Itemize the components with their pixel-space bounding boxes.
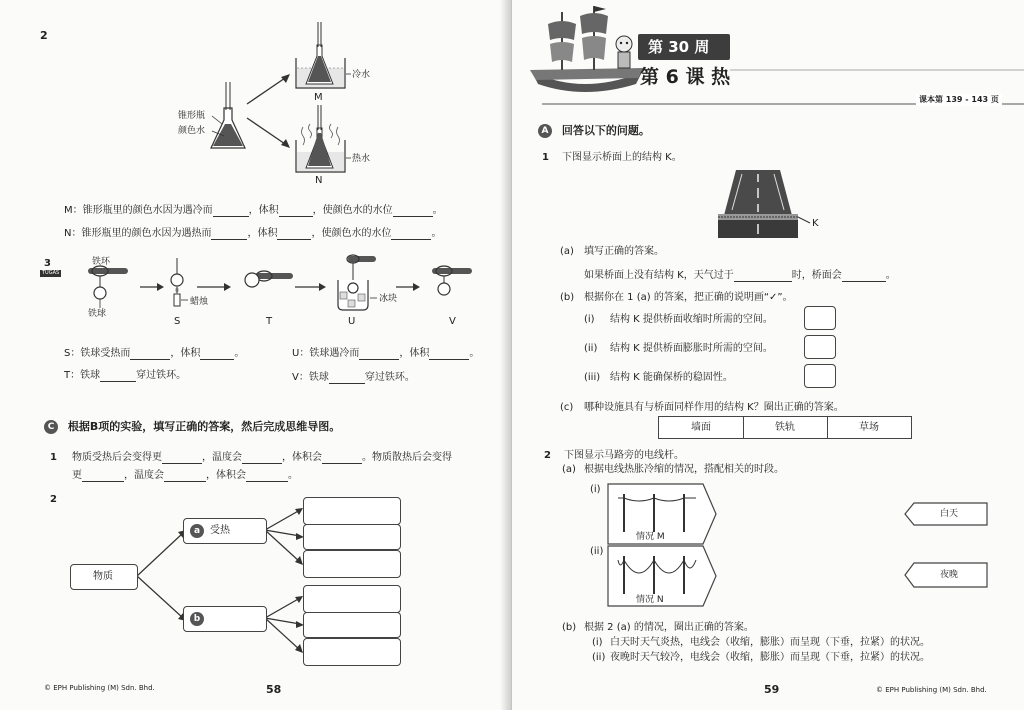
- answer-blank[interactable]: [130, 349, 170, 360]
- right-page: [512, 0, 1024, 710]
- daytime-label: 白天: [940, 509, 959, 519]
- flask-label: 锥形瓶: [178, 111, 206, 121]
- answer-blank[interactable]: [842, 271, 886, 282]
- section-a-marker: A: [538, 124, 552, 138]
- ring-ball-diagram: [0, 250, 506, 330]
- q1c-option-2[interactable]: 铁轨: [743, 417, 828, 438]
- beaker-m-label: M: [314, 92, 323, 103]
- q1b-option-2-text: 结构 K 提供桥面膨胀时所需的空间。: [610, 343, 773, 354]
- q1a-label: (a): [560, 246, 574, 257]
- q1b-option-3-checkbox[interactable]: [804, 364, 836, 388]
- c-question-1-line-2: 更 ，温度会 ，体积会 。: [72, 470, 298, 481]
- cold-water-label: 冷水: [352, 70, 371, 80]
- answer-blank[interactable]: [246, 471, 288, 482]
- q2b-label: (b): [562, 622, 577, 633]
- hot-water-label: 热水: [352, 154, 371, 164]
- q1a-text: 填写正确的答案。: [584, 246, 664, 257]
- answer-blank[interactable]: [82, 471, 124, 482]
- mind-map-answer-box[interactable]: [303, 497, 401, 525]
- q1c-label: (c): [560, 402, 574, 413]
- question-3-number: 3: [44, 258, 51, 269]
- bridge-road-illustration: [718, 170, 808, 240]
- tugas-tag: TUGAS: [42, 270, 60, 276]
- t-answer: T：铁球 穿过铁环。: [64, 370, 187, 381]
- question-2-text: 下图显示马路旁的电线杆。: [564, 450, 684, 461]
- situation-m-number: (i): [590, 484, 601, 495]
- section-a-heading: A 回答以下的问题。: [538, 124, 650, 138]
- answer-blank[interactable]: [211, 229, 247, 240]
- answer-blank[interactable]: [734, 271, 792, 282]
- q1b-option-3-number: (iii): [584, 372, 601, 383]
- right-page-number: 59: [764, 683, 780, 696]
- iron-ring-label: 铁环: [92, 257, 111, 267]
- q1b-label: (b): [560, 292, 575, 303]
- branch-b-marker: b: [190, 612, 204, 626]
- nighttime-label: 夜晚: [940, 570, 959, 580]
- q1c-option-3[interactable]: 草场: [859, 422, 879, 433]
- corner-number: 2: [40, 29, 48, 42]
- week-title: 第 30 周: [648, 38, 710, 56]
- left-footer: © EPH Publishing (M) Sdn. Bhd.: [44, 684, 155, 692]
- answer-blank[interactable]: [329, 373, 365, 384]
- u-answer: U：铁球遇冷而 ，体积 。: [292, 348, 480, 359]
- c-question-1-line-1: 物质受热后会变得更 ，温度会 ，体积会 。物质散热后会变得: [72, 452, 452, 463]
- s-answer: S：铁球受热而 ，体积 。: [64, 348, 245, 359]
- mind-map-answer-box[interactable]: [303, 524, 401, 550]
- question-1-text: 下图显示桥面上的结构 K。: [562, 152, 682, 163]
- answer-blank[interactable]: [162, 453, 202, 464]
- step-v-label: V: [449, 316, 456, 327]
- q1b-option-2-number: (ii): [584, 343, 598, 354]
- answer-blank[interactable]: [279, 206, 313, 217]
- mind-map-answer-box[interactable]: [303, 550, 401, 578]
- answer-blank[interactable]: [242, 453, 282, 464]
- answer-blank[interactable]: [359, 349, 399, 360]
- title-banner-decoration: [512, 0, 1024, 100]
- q2b-line-2-text[interactable]: 夜晚时天气较冷，电线会（收缩，膨胀）而呈现（下垂，拉紧）的状况。: [610, 652, 930, 663]
- flask-experiment-diagram: [0, 0, 506, 200]
- mind-map-branch-b[interactable]: [183, 606, 267, 632]
- step-t-label: T: [266, 316, 273, 327]
- q1b-text: 根据你在 1 (a) 的答案，把正确的说明画“✓”。: [584, 292, 793, 303]
- q1a-sentence: 如果桥面上没有结构 K，天气过于 时，桥面会 。: [584, 270, 896, 281]
- mind-map-answer-box[interactable]: [303, 585, 401, 613]
- right-footer: © EPH Publishing (M) Sdn. Bhd.: [876, 686, 987, 694]
- answer-blank[interactable]: [393, 206, 433, 217]
- q1c-text: 哪种设施具有与桥面同样作用的结构 K？圈出正确的答案。: [584, 402, 844, 413]
- textbook-reference: 课本第 139 - 143 页: [916, 94, 1002, 106]
- step-s-label: S: [174, 316, 181, 327]
- lesson-title: 第 6 课 热: [640, 66, 731, 88]
- mind-map-answer-box[interactable]: [303, 638, 401, 666]
- beaker-n-label: N: [315, 175, 323, 186]
- q2b-line-1-number: (i): [592, 637, 603, 648]
- q1c-options-table: [658, 416, 912, 439]
- q2b-line-2-number: (ii): [592, 652, 606, 663]
- left-page-number: 58: [266, 683, 282, 696]
- section-c-marker: C: [44, 420, 58, 434]
- iron-ball-label: 铁球: [88, 309, 107, 319]
- mind-map-root: 物质: [70, 564, 138, 590]
- q2a-text: 根据电线热胀冷缩的情况，搭配相关的时段。: [584, 464, 784, 475]
- c-question-1-number: 1: [50, 452, 57, 463]
- question-2-number: 2: [544, 450, 551, 461]
- mind-map-answer-box[interactable]: [303, 612, 401, 638]
- answer-blank[interactable]: [100, 371, 136, 382]
- q2a-label: (a): [562, 464, 576, 475]
- q2b-text: 根据 2 (a) 的情况，圈出正确的答案。: [584, 622, 754, 633]
- mind-map-branch-a[interactable]: a 受热: [183, 518, 267, 544]
- colored-water-label: 颜色水: [178, 126, 206, 136]
- candle-label: 蜡烛: [190, 297, 209, 307]
- section-c-heading: C 根据B项的实验，填写正确的答案，然后完成思维导图。: [44, 420, 340, 434]
- question-1-number: 1: [542, 152, 549, 163]
- situation-n-label: 情况 N: [636, 595, 664, 605]
- q2b-line-1-text[interactable]: 白天时天气炎热，电线会（收缩，膨胀）而呈现（下垂，拉紧）的状况。: [610, 637, 930, 648]
- m-statement: M：锥形瓶里的颜色水因为遇冷而 ，体积 ，使颜色水的水位 。: [64, 205, 443, 216]
- q1b-option-1-number: (i): [584, 314, 595, 325]
- left-page: [0, 0, 506, 710]
- v-answer: V：铁球 穿过铁环。: [292, 372, 415, 383]
- situation-n-number: (ii): [590, 546, 604, 557]
- answer-blank[interactable]: [213, 206, 249, 217]
- structure-k-label: K: [812, 218, 819, 229]
- c-question-2-number: 2: [50, 494, 57, 505]
- q1b-option-2-checkbox[interactable]: [804, 335, 836, 359]
- answer-blank[interactable]: [322, 453, 362, 464]
- q1c-option-1[interactable]: 墙面: [659, 417, 744, 438]
- q1b-option-1-text: 结构 K 提供桥面收缩时所需的空间。: [610, 314, 773, 325]
- answer-blank[interactable]: [277, 229, 311, 240]
- branch-a-marker: a: [190, 524, 204, 538]
- answer-blank[interactable]: [164, 471, 206, 482]
- ice-label: 冰块: [379, 294, 398, 304]
- step-u-label: U: [348, 316, 356, 327]
- n-statement: N：锥形瓶里的颜色水因为遇热而 ，体积 ，使颜色水的水位 。: [64, 228, 442, 239]
- answer-blank[interactable]: [429, 349, 469, 360]
- situation-m-label: 情况 M: [636, 532, 665, 542]
- answer-blank[interactable]: [200, 349, 234, 360]
- q1b-option-3-text: 结构 K 能确保桥的稳固性。: [610, 372, 733, 383]
- answer-blank[interactable]: [391, 229, 431, 240]
- q1b-option-1-checkbox[interactable]: [804, 306, 836, 330]
